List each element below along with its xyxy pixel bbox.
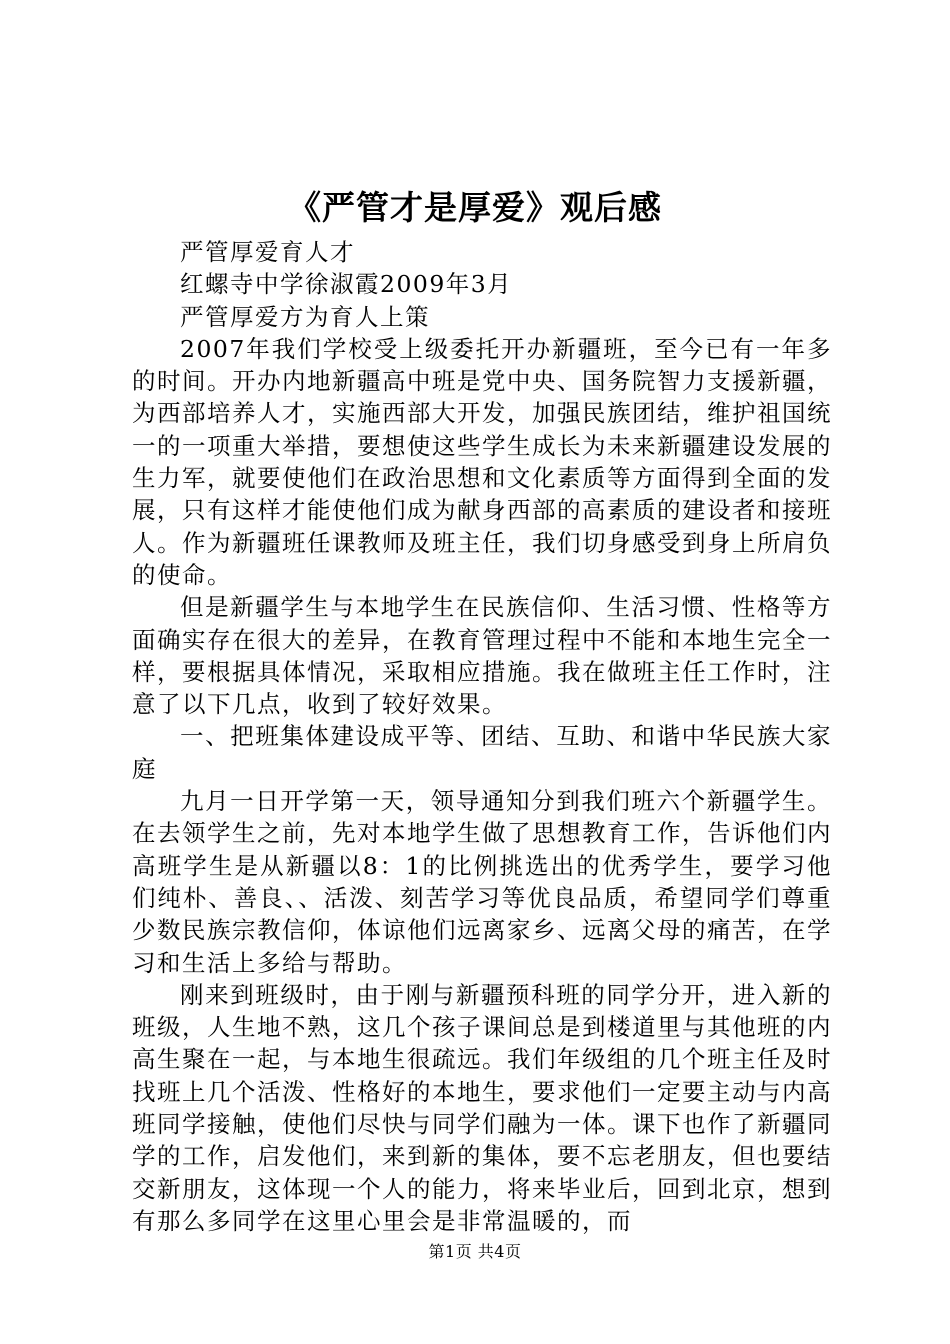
- document-title: 《严管才是厚爱》观后感: [288, 188, 662, 227]
- page-footer: 第1页 共4页: [428, 1242, 522, 1261]
- paragraph-author-date: 红螺寺中学徐淑霞2009年3月: [180, 270, 513, 299]
- paragraph-subtitle: 严管厚爱育人才: [180, 238, 355, 266]
- document-body: [132, 236, 832, 1237]
- paragraph: 2007年我们学校受上级委托开办新疆班，至今已有一年多的时间。开办内地新疆高中班是党中央、国务院智力支援新疆，为西部培养人才，实施西部大开发，加强民族团结，维护祖国统一的一项重大举措，要想使这些学生成长为未来新疆建设发展的生力军，就要使他们在政治思想和文化素质等方面得到全面的发展，只有这样才能使他们成为献身西部的高素质的建设者和接班人。作为新疆班任课教师及班主任，我们切身感受到身上所肩负的使命。: [132, 334, 832, 589]
- paragraph: 刚来到班级时，由于刚与新疆预科班的同学分开，进入新的班级，人生地不熟，这几个孩子课间总是到楼道里与其他班的内高生聚在一起，与本地生很疏远。我们年级组的几个班主任及时找班上几个活泼、性格好的本地生，要求他们一定要主动与内高班同学接触，使他们尽快与同学们融为一体。课下也作了新疆同学的工作，启发他们，来到新的集体，要不忘老朋友，但也要结交新朋友，这体现一个人的能力，将来毕业后，回到北京，想到有那么多同学在这里心里会是非常温暖的，而: [132, 980, 832, 1235]
- paragraph: 但是新疆学生与本地学生在民族信仰、生活习惯、性格等方面确实存在很大的差异，在教育管理过程中不能和本地生完全一样，要根据具体情况，采取相应措施。我在做班主任工作时，注意了以下几点，收到了较好效果。: [132, 593, 832, 719]
- paragraph: 九月一日开学第一天，领导通知分到我们班六个新疆学生。在去领学生之前，先对本地学生做了思想教育工作，告诉他们内高班学生是从新疆以8：1的比例挑选出的优秀学生，要学习他们纯朴、善良、、活泼、刻苦学习等优良品质，希望同学们尊重少数民族宗教信仰，体谅他们远离家乡、远离父母的痛苦，在学习和生活上多给与帮助。: [132, 787, 832, 977]
- paragraph-heading: 严管厚爱方为育人上策: [180, 302, 430, 331]
- section-heading: 一、把班集体建设成平等、团结、互助、和谐中华民族大家庭: [132, 722, 832, 783]
